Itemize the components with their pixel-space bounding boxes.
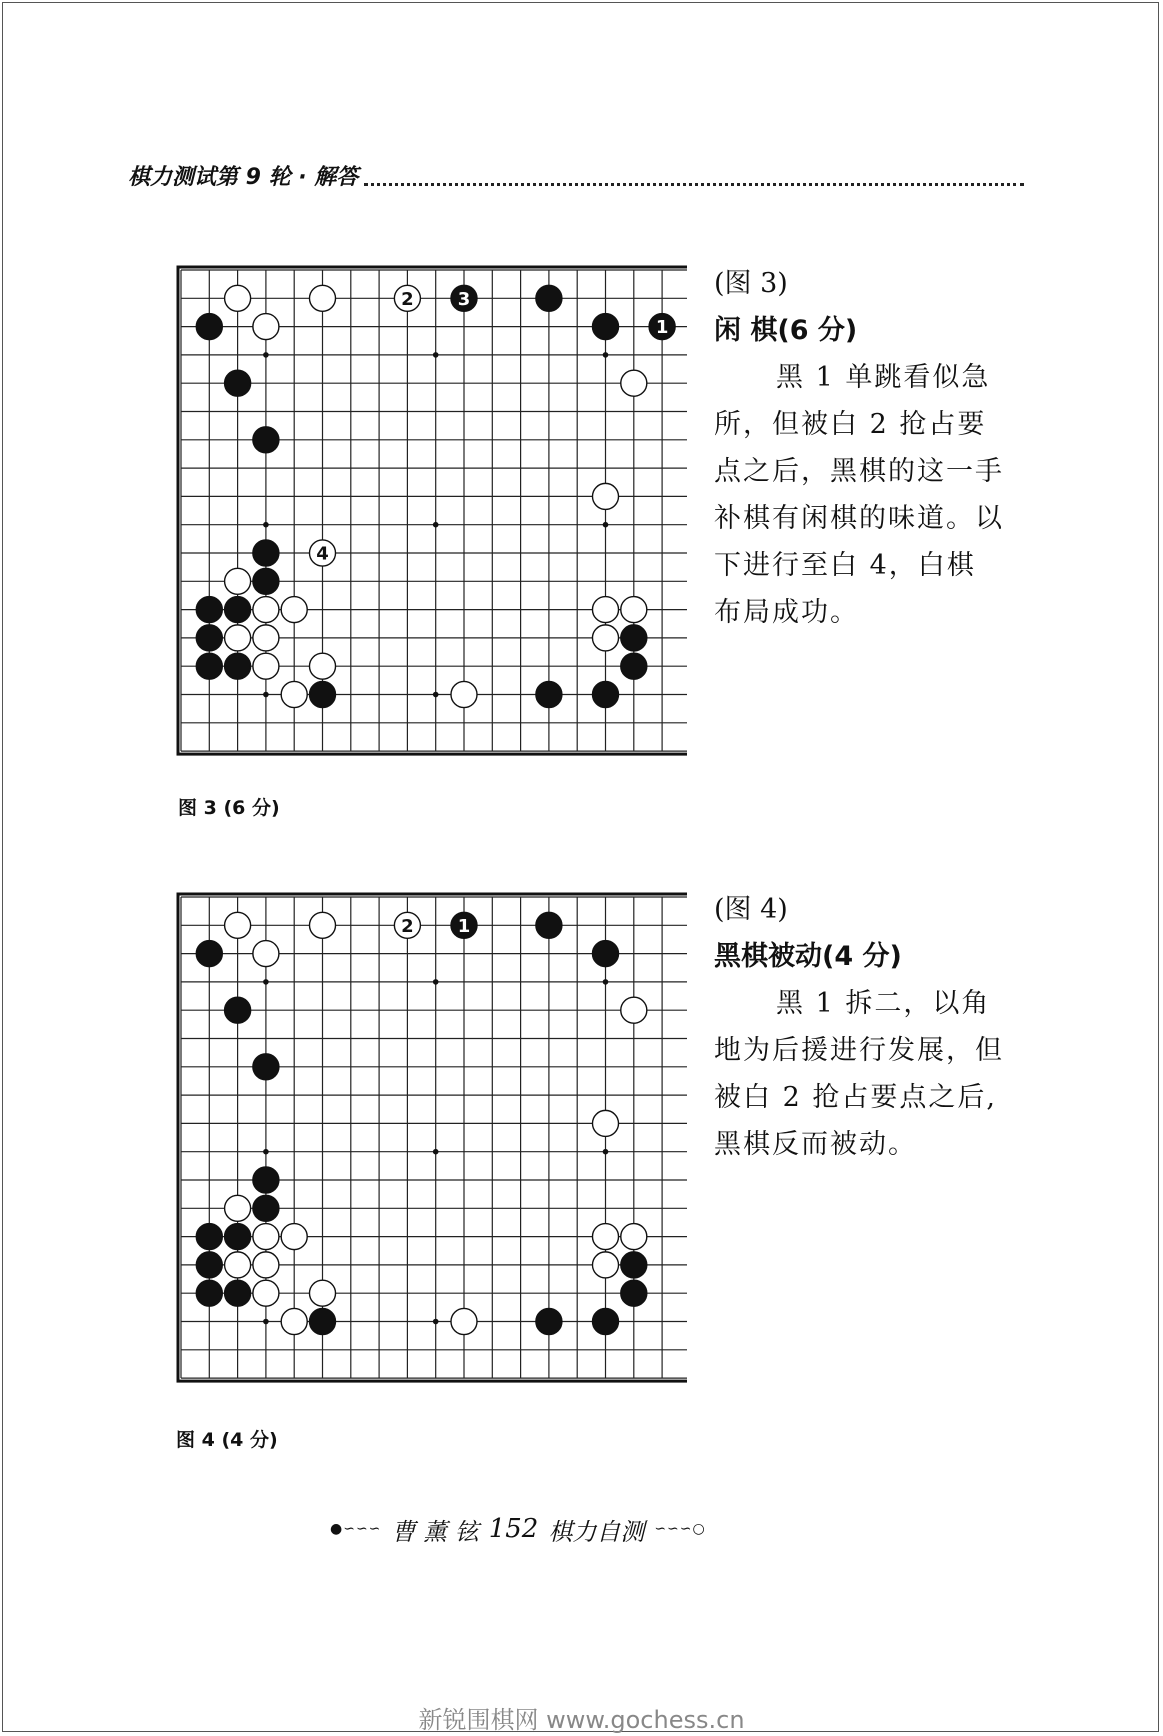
- stone-number: 2: [401, 288, 414, 310]
- black-stone: [196, 314, 222, 340]
- white-stone: [394, 912, 420, 938]
- white-stone: [253, 941, 279, 967]
- white-stone: [592, 597, 618, 623]
- white-stone: [225, 1252, 251, 1278]
- black-stone: [649, 314, 675, 340]
- black-stone: [196, 597, 222, 623]
- black-stone: [536, 285, 562, 311]
- board-border: [178, 894, 687, 1381]
- white-stone: [621, 597, 647, 623]
- white-stone: [451, 1308, 477, 1334]
- text-fig3: [714, 260, 1004, 636]
- text-fig4: [714, 886, 1004, 1168]
- footer-deco-left: ●∽∽∽: [330, 1521, 382, 1537]
- black-stone: [196, 1280, 222, 1306]
- white-stone: [309, 653, 335, 679]
- header-title: 棋力测试第 9 轮 · 解答: [128, 164, 359, 190]
- star-point: [263, 352, 269, 358]
- black-stone: [451, 912, 477, 938]
- star-point: [603, 1149, 609, 1155]
- stone-number: 3: [457, 288, 471, 310]
- black-stone: [621, 1280, 647, 1306]
- title-fig4: 黑棋被动(4 分): [714, 941, 902, 972]
- black-stone: [225, 597, 251, 623]
- black-stone: [225, 1224, 251, 1250]
- black-stone: [196, 1224, 222, 1250]
- star-point: [263, 522, 269, 528]
- black-stone: [621, 653, 647, 679]
- star-point: [433, 979, 439, 985]
- black-stone: [196, 625, 222, 651]
- star-point: [433, 1319, 439, 1325]
- white-stone: [451, 681, 477, 707]
- white-stone: [281, 681, 307, 707]
- black-stone: [621, 1252, 647, 1278]
- white-stone: [394, 285, 420, 311]
- black-stone: [253, 1195, 279, 1221]
- black-stone: [536, 1308, 562, 1334]
- black-stone: [253, 540, 279, 566]
- black-stone: [309, 681, 335, 707]
- board-svg: [175, 262, 687, 778]
- black-stone: [253, 1054, 279, 1080]
- stone-number: 1: [457, 915, 471, 937]
- star-point: [263, 692, 269, 698]
- footer-book-title: 棋力自测: [548, 1517, 645, 1546]
- black-stone: [536, 681, 562, 707]
- black-stone: [253, 427, 279, 453]
- star-point: [263, 1319, 269, 1325]
- white-stone: [592, 1252, 618, 1278]
- page-header: [128, 160, 1024, 190]
- white-stone: [253, 625, 279, 651]
- black-stone: [225, 653, 251, 679]
- board-border: [178, 267, 687, 754]
- white-stone: [309, 540, 335, 566]
- star-point: [263, 1149, 269, 1155]
- white-stone: [253, 1252, 279, 1278]
- stone-number: 4: [316, 543, 329, 565]
- page-number: 152: [488, 1514, 539, 1544]
- watermark: 新锐围棋网 www.gochess.cn: [418, 1706, 745, 1734]
- star-point: [603, 979, 609, 985]
- black-stone: [621, 625, 647, 651]
- star-point: [263, 979, 269, 985]
- stone-number: 2: [401, 915, 414, 937]
- white-stone: [621, 997, 647, 1023]
- body-fig4: 黑 1 拆二，以角地为后援进行发展，但被白 2 抢占要点之后,黑棋反而被动。: [714, 988, 1004, 1160]
- black-stone: [225, 997, 251, 1023]
- caption-fig4: 图 4 (4 分): [176, 1429, 278, 1451]
- white-stone: [621, 1224, 647, 1250]
- white-stone: [592, 1224, 618, 1250]
- white-stone: [592, 1110, 618, 1136]
- footer-author: 曹 薰 铉: [391, 1517, 479, 1546]
- black-stone: [253, 568, 279, 594]
- footer-deco-right: ∽∽∽○: [654, 1521, 706, 1537]
- white-stone: [281, 1224, 307, 1250]
- black-stone: [309, 1308, 335, 1334]
- black-stone: [196, 653, 222, 679]
- page-footer: [330, 1512, 790, 1546]
- star-point: [433, 692, 439, 698]
- white-stone: [309, 912, 335, 938]
- white-stone: [309, 1280, 335, 1306]
- white-stone: [225, 568, 251, 594]
- black-stone: [225, 370, 251, 396]
- white-stone: [225, 912, 251, 938]
- stone-number: 1: [655, 317, 669, 339]
- star-point: [433, 352, 439, 358]
- white-stone: [225, 1195, 251, 1221]
- black-stone: [225, 1280, 251, 1306]
- white-stone: [225, 625, 251, 651]
- body-fig3: 黑 1 单跳看似急所，但被白 2 抢占要点之后，黑棋的这一手补棋有闲棋的味道。以下进行至白 4，白棋布局成功。: [714, 362, 1004, 628]
- white-stone: [621, 370, 647, 396]
- black-stone: [196, 1252, 222, 1278]
- star-point: [433, 522, 439, 528]
- white-stone: [225, 285, 251, 311]
- white-stone: [281, 597, 307, 623]
- go-board-fig4: [175, 889, 687, 1405]
- white-stone: [309, 285, 335, 311]
- black-stone: [451, 285, 477, 311]
- black-stone: [592, 941, 618, 967]
- white-stone: [592, 625, 618, 651]
- fig-ref-3: (图 3): [714, 268, 788, 299]
- white-stone: [253, 597, 279, 623]
- white-stone: [253, 1224, 279, 1250]
- star-point: [603, 352, 609, 358]
- white-stone: [592, 483, 618, 509]
- black-stone: [592, 1308, 618, 1334]
- white-stone: [253, 1280, 279, 1306]
- star-point: [433, 1149, 439, 1155]
- board-svg: [175, 889, 687, 1405]
- black-stone: [592, 681, 618, 707]
- star-point: [603, 522, 609, 528]
- fig-ref-4: (图 4): [714, 894, 788, 925]
- caption-fig3: 图 3 (6 分): [178, 797, 280, 819]
- black-stone: [196, 941, 222, 967]
- white-stone: [253, 314, 279, 340]
- white-stone: [253, 653, 279, 679]
- black-stone: [592, 314, 618, 340]
- white-stone: [281, 1308, 307, 1334]
- black-stone: [536, 912, 562, 938]
- title-fig3: 闲 棋(6 分): [714, 315, 858, 346]
- black-stone: [253, 1167, 279, 1193]
- header-dotted-leader: [364, 173, 1024, 186]
- go-board-fig3: [175, 262, 687, 778]
